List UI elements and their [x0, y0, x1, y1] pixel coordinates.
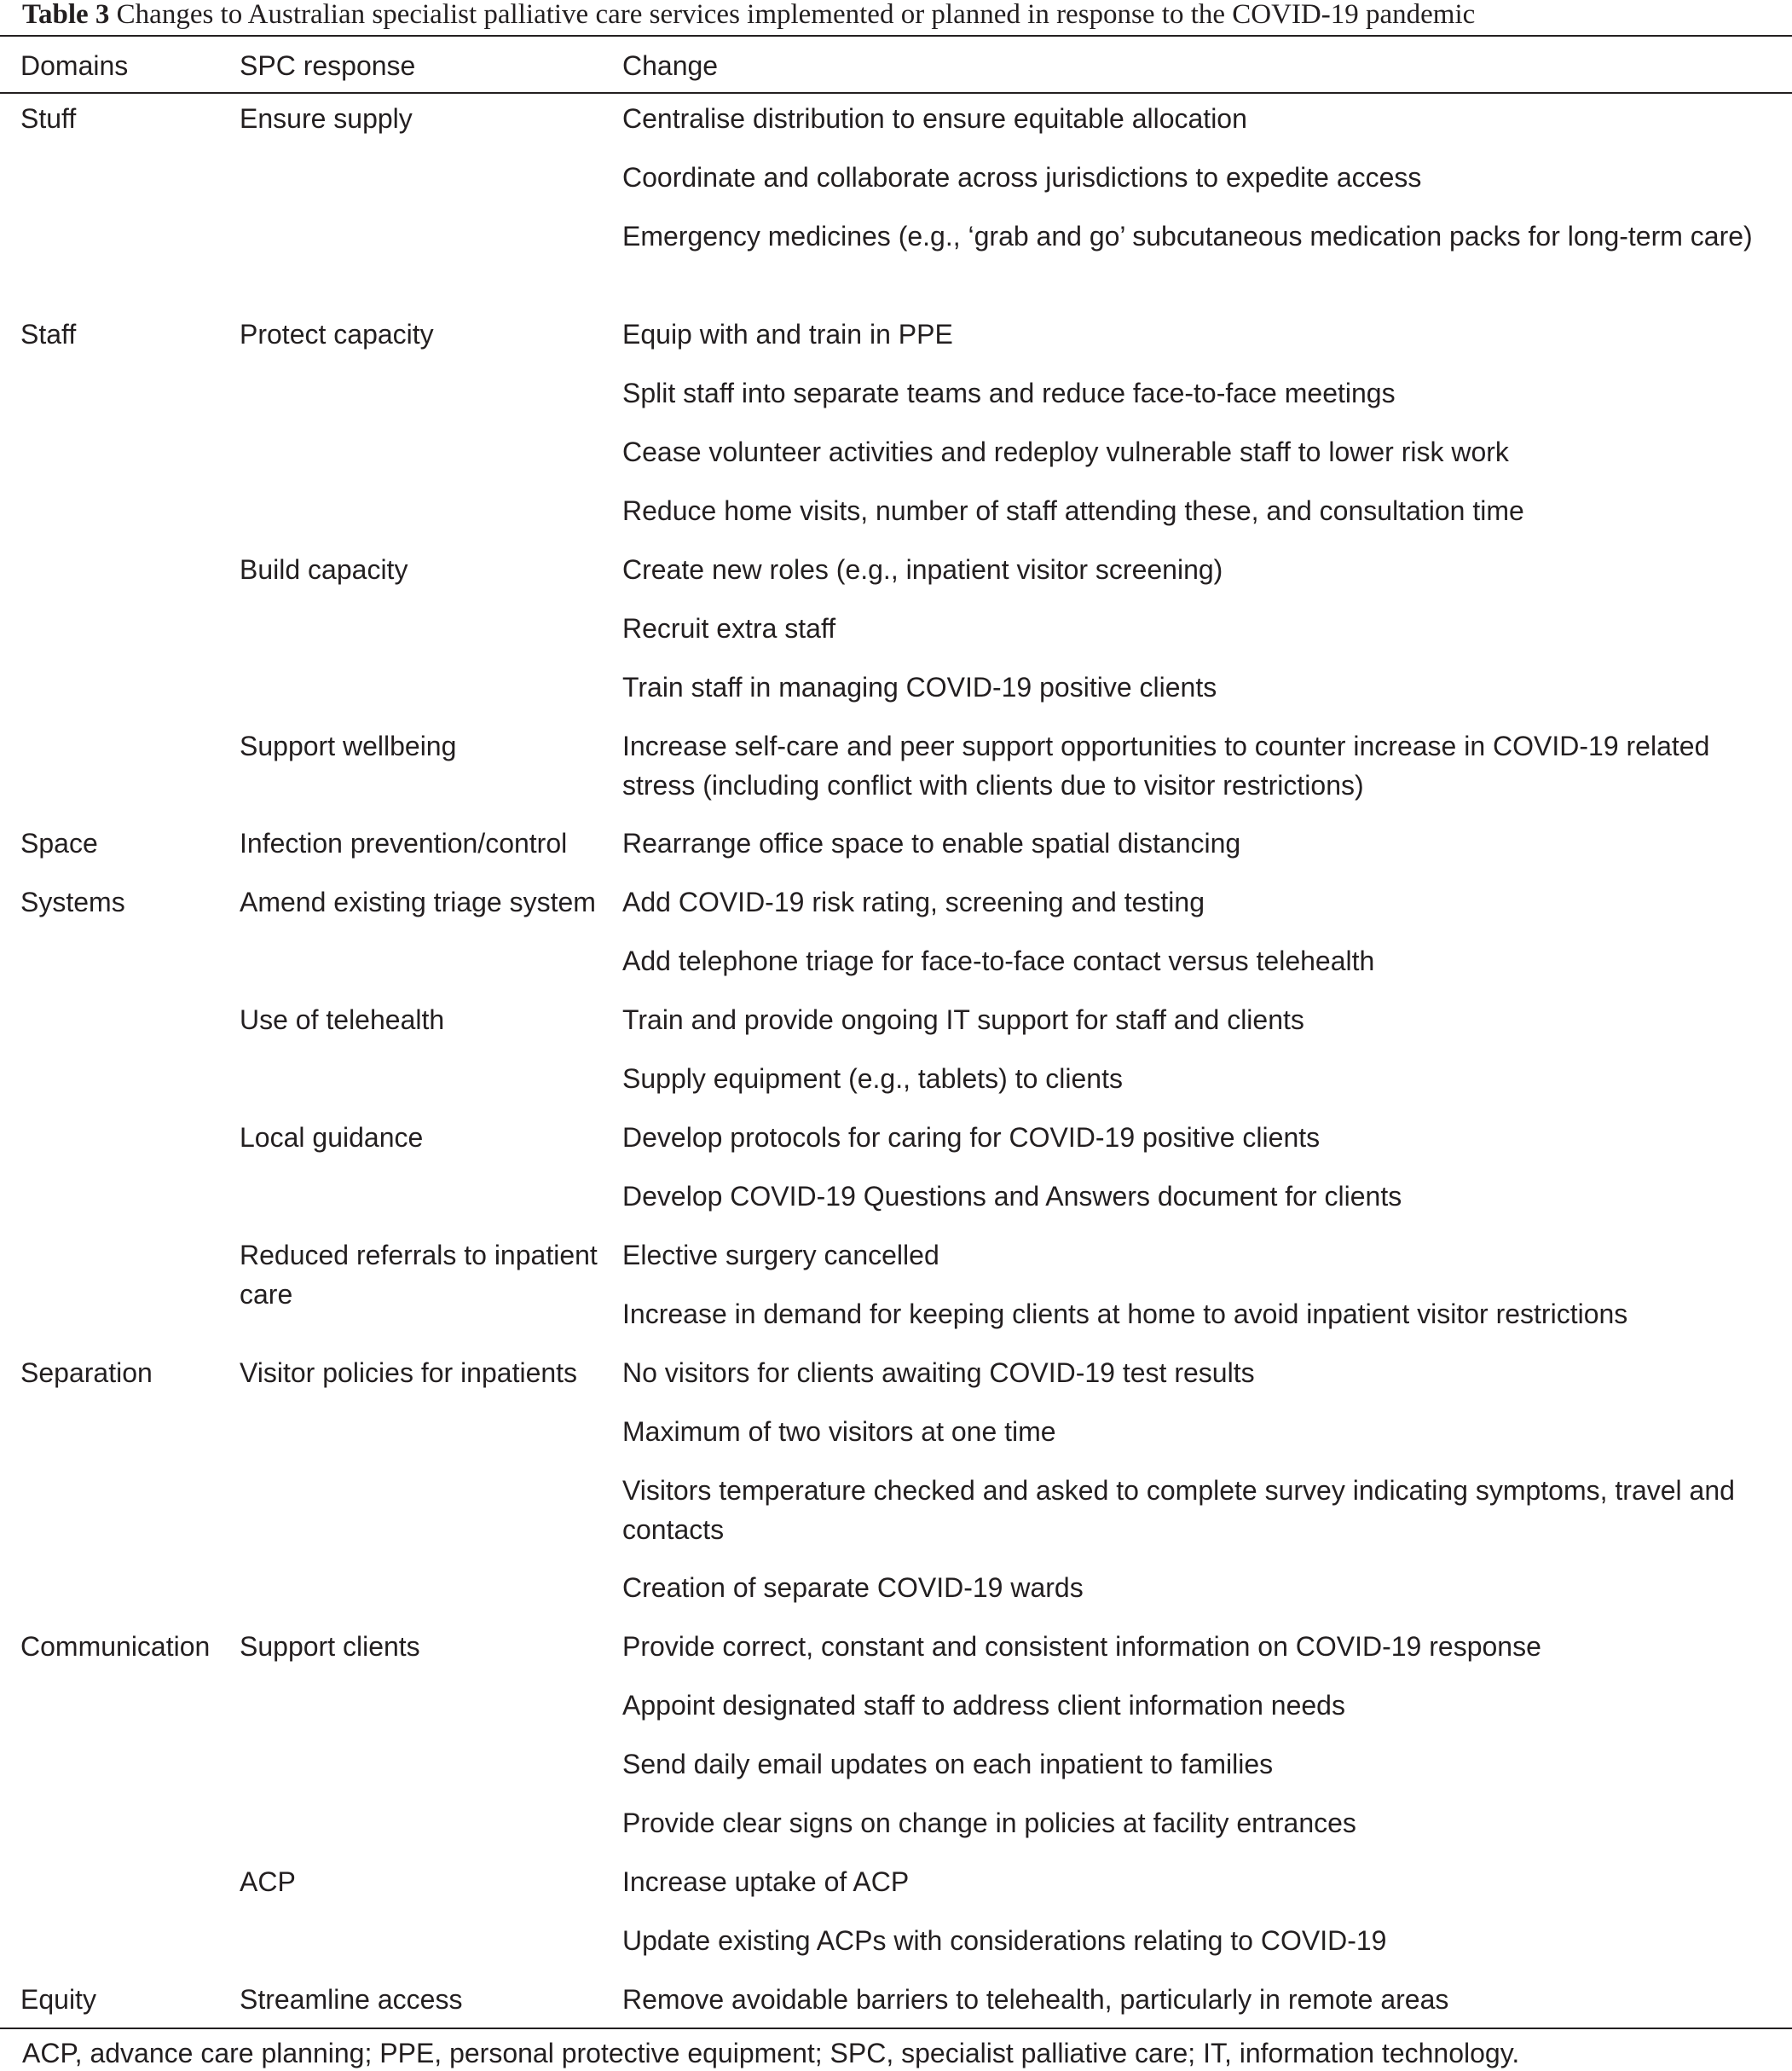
cell-domain: Space: [20, 828, 98, 859]
cell-change: Increase self-care and peer support opportunities to counter increase in COVID-19 related stress (including conflict with clients due to visitor restrictions): [622, 731, 1710, 801]
cell-change: Supply equipment (e.g., tablets) to clients: [622, 1063, 1123, 1094]
cell-change: Visitors temperature checked and asked to complete survey indicating symptoms, travel and contacts: [622, 1475, 1735, 1545]
cell-change: No visitors for clients awaiting COVID-19 test results: [622, 1357, 1255, 1388]
cell-change: Provide clear signs on change in policies at facility entrances: [622, 1808, 1356, 1838]
cell-change: Add telephone triage for face-to-face contact versus telehealth: [622, 946, 1375, 976]
cell-spc-response: Build capacity: [240, 554, 408, 585]
cell-change: Maximum of two visitors at one time: [622, 1416, 1056, 1447]
cell-change: Elective surgery cancelled: [622, 1240, 939, 1270]
cell-change: Train and provide ongoing IT support for staff and clients: [622, 1004, 1304, 1035]
cell-spc-response: Ensure supply: [240, 103, 413, 134]
top-rule: [0, 35, 1792, 37]
cell-spc-response: Use of telehealth: [240, 1004, 445, 1035]
cell-change: Increase in demand for keeping clients at home to avoid inpatient visitor restrictions: [622, 1299, 1628, 1329]
cell-change: Send daily email updates on each inpatient to families: [622, 1749, 1274, 1779]
cell-domain: Equity: [20, 1984, 96, 2015]
cell-domain: Stuff: [20, 103, 77, 134]
cell-change: Equip with and train in PPE: [622, 319, 953, 350]
cell-spc-response: ACP: [240, 1866, 296, 1897]
cell-spc-response: Local guidance: [240, 1122, 424, 1153]
cell-change: Centralise distribution to ensure equitable allocation: [622, 103, 1247, 134]
cell-domain: Separation: [20, 1357, 153, 1388]
cell-change: Create new roles (e.g., inpatient visitor screening): [622, 554, 1223, 585]
column-header-domains: Domains: [20, 50, 129, 81]
cell-spc-response: Amend existing triage system: [240, 887, 596, 917]
cell-change: Reduce home visits, number of staff attending these, and consultation time: [622, 495, 1524, 526]
cell-spc-response: Visitor policies for inpatients: [240, 1357, 578, 1388]
cell-change: Rearrange office space to enable spatial distancing: [622, 828, 1241, 859]
cell-domain: Communication: [20, 1631, 211, 1662]
table-caption-label: Table 3: [22, 0, 110, 30]
column-header-spc-response: SPC response: [240, 50, 416, 81]
cell-change: Add COVID-19 risk rating, screening and testing: [622, 887, 1205, 917]
cell-spc-response: Protect capacity: [240, 319, 434, 350]
column-header-change: Change: [622, 50, 719, 81]
cell-change: Train staff in managing COVID-19 positive clients: [622, 672, 1217, 703]
cell-spc-response: Streamline access: [240, 1984, 463, 2015]
cell-change: Provide correct, constant and consistent information on COVID-19 response: [622, 1631, 1541, 1662]
table-footnote: ACP, advance care planning; PPE, personal protective equipment; SPC, specialist palliative care; IT, information technology.: [22, 2038, 1520, 2068]
cell-change: Increase uptake of ACP: [622, 1866, 910, 1897]
cell-change: Update existing ACPs with considerations relating to COVID-19: [622, 1925, 1387, 1956]
cell-change: Remove avoidable barriers to telehealth, particularly in remote areas: [622, 1984, 1449, 2015]
cell-spc-response: Reduced referrals to inpatient care: [240, 1240, 598, 1310]
cell-domain: Systems: [20, 887, 125, 917]
cell-change: Develop protocols for caring for COVID-19 positive clients: [622, 1122, 1321, 1153]
header-rule: [0, 92, 1792, 94]
cell-spc-response: Infection prevention/control: [240, 828, 568, 859]
cell-change: Recruit extra staff: [622, 613, 836, 644]
cell-change: Split staff into separate teams and reduce face-to-face meetings: [622, 378, 1396, 408]
cell-change: Creation of separate COVID-19 wards: [622, 1572, 1084, 1603]
cell-change: Cease volunteer activities and redeploy vulnerable staff to lower risk work: [622, 437, 1509, 467]
cell-domain: Staff: [20, 319, 77, 350]
cell-change: Appoint designated staff to address client information needs: [622, 1690, 1345, 1721]
cell-change: Coordinate and collaborate across jurisdictions to expedite access: [622, 162, 1422, 193]
table-header: [0, 44, 1792, 87]
table-caption-text: Changes to Australian specialist palliative care services implemented or planned in response to the COVID-19 pandemic: [116, 0, 1476, 30]
table-caption: [22, 0, 1475, 34]
cell-spc-response: Support clients: [240, 1631, 420, 1662]
cell-change: Emergency medicines (e.g., ‘grab and go’ subcutaneous medication packs for long-term care): [622, 221, 1753, 252]
bottom-rule: [0, 2028, 1792, 2029]
cell-change: Develop COVID-19 Questions and Answers document for clients: [622, 1181, 1402, 1212]
cell-spc-response: Support wellbeing: [240, 731, 457, 761]
